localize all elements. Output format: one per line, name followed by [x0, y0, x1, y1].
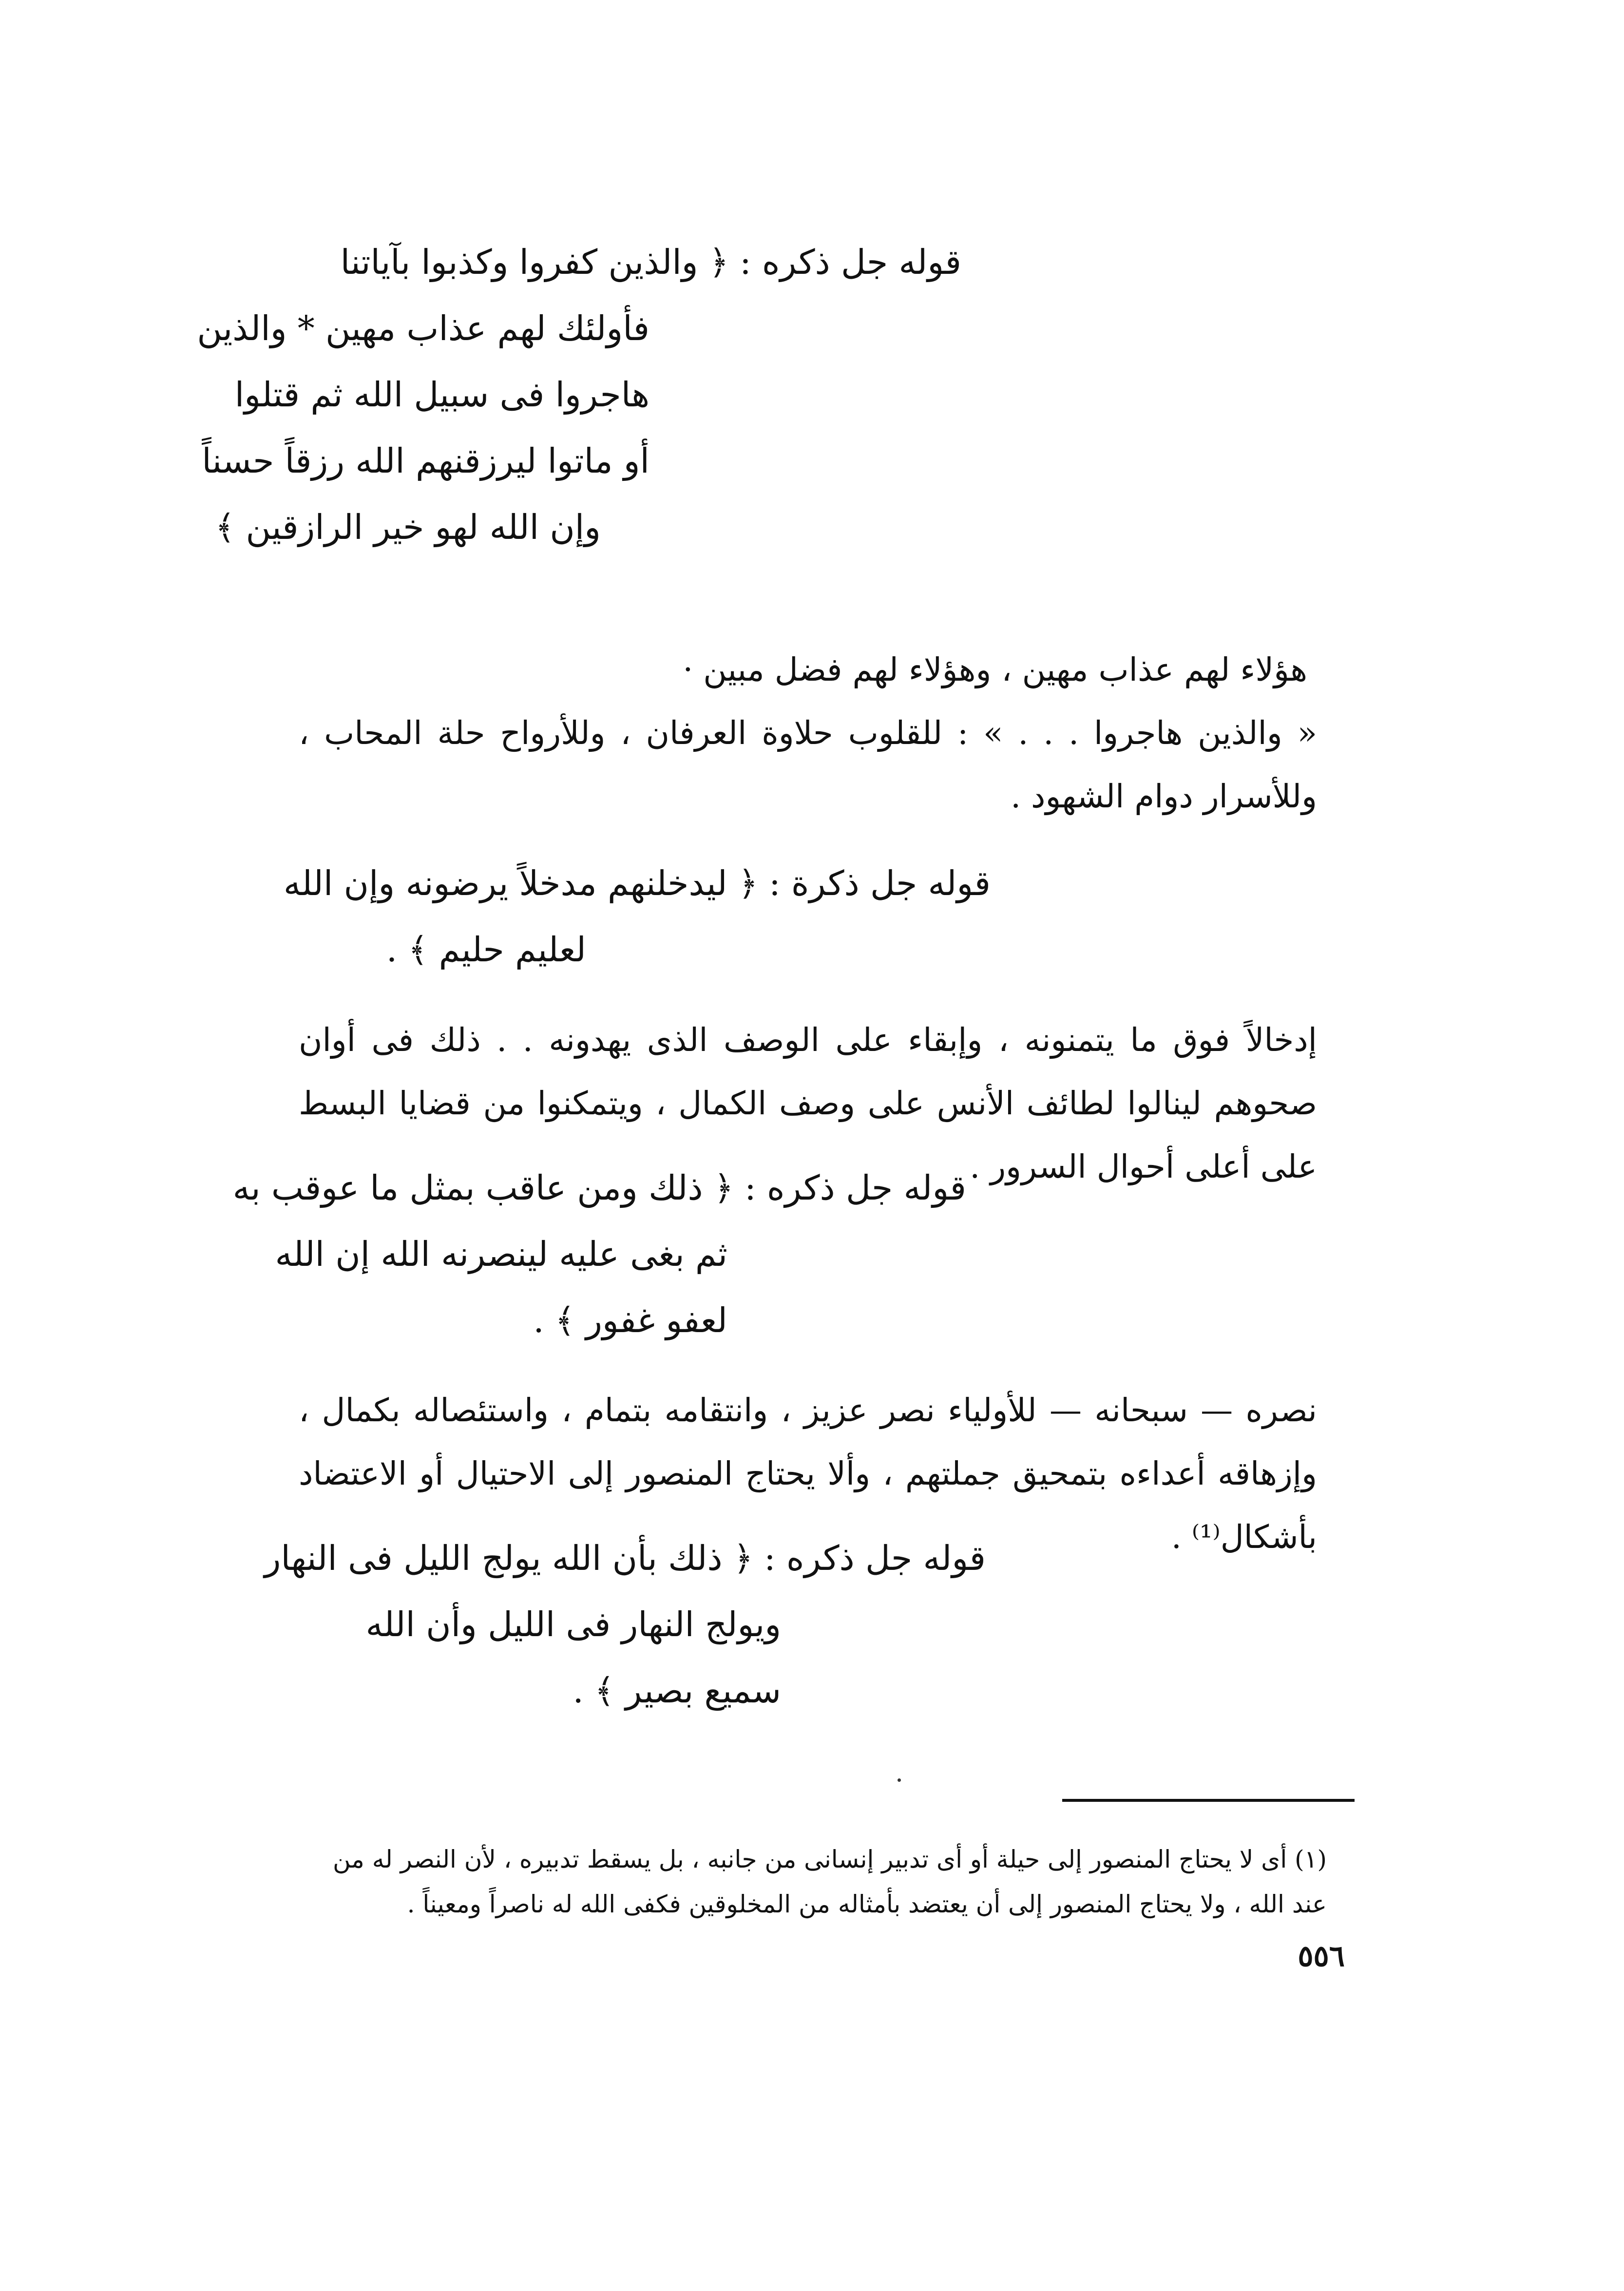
verse-line: قوله جل ذكره : ﴿ ذلك ومن عاقب بمثل ما عوقب به — [232, 1168, 966, 1208]
verse-line: قوله جل ذكره : ﴿ والذين كفروا وكذبوا بآياتنا — [340, 242, 961, 282]
footnote-text: (١) أى لا يحتاج المنصور إلى حيلة أو أى تدبير إنسانى من جانبه ، بل يسقط تدبيره ، لأن النصر له من عند الله ، ولا يحتاج المنصور إلى أن يعتضد بأمثاله من المخلوقين فكفى الله له ناصراً ومعيناً . — [332, 1845, 1327, 1918]
commentary-paragraph: إدخالاً فوق ما يتمنونه ، وإبقاء على الوصف الذى يهدونه . . ذلك فى أوان صحوهم لينالوا لطائف الأنس على وصف الكمال ، ويتمكنوا من قضايا البسط على أعلى أحوال السرور . — [299, 1021, 1317, 1185]
verse-line: سميع بصير ﴾ . — [573, 1671, 781, 1711]
commentary-block-1 — [299, 638, 1317, 828]
commentary-paragraph: « والذين هاجروا . . . » : للقلوب حلاوة العرفان ، وللأرواح حلة المحاب ، وللأسرار دوام الشهود . — [299, 714, 1317, 815]
verse-line: لعفو غفور ﴾ . — [533, 1300, 727, 1340]
verse-line: لعليم حليم ﴾ . — [386, 930, 586, 970]
scan-speck — [898, 1778, 901, 1782]
verse-line: أو ماتوا ليرزقنهم الله رزقاً حسناً — [202, 441, 650, 481]
verse-block-3 — [232, 1155, 1312, 1354]
verse-line: وإن الله لهو خير الرازقين ﴾ — [215, 507, 601, 547]
verse-block-2 — [283, 850, 1341, 983]
commentary-paragraph: نصره — سبحانه — للأولياء نصر عزيز ، وانتقامه بتمام ، واستئصاله بكمال ، وإزهاقه أعداءه بتمحيق جملتهم ، وألا يحتاج المنصور إلى الاحتيال أو الاعتضاد بأشكال⁽¹⁾ . — [299, 1392, 1317, 1556]
footnote-rule — [1062, 1799, 1355, 1802]
verse-line: قوله جل ذكره : ﴿ ذلك بأن الله يولج الليل فى النهار — [264, 1538, 986, 1578]
commentary-paragraph: هؤلاء لهم عذاب مهين ، وهؤلاء لهم فضل مبين · — [683, 651, 1307, 688]
verse-line: ثم بغى عليه لينصرنه الله إن الله — [275, 1234, 727, 1274]
verse-line: فأولئك لهم عذاب مهين * والذين — [197, 308, 650, 348]
verse-line: ويولج النهار فى الليل وأن الله — [365, 1604, 781, 1644]
page-number: ٥٥٦ — [1298, 1939, 1345, 1973]
footnote — [299, 1837, 1327, 1927]
verse-line: قوله جل ذكرة : ﴿ ليدخلنهم مدخلاً يرضونه وإن الله — [283, 863, 991, 903]
verse-line: هاجروا فى سبيل الله ثم قتلوا — [234, 375, 650, 415]
verse-block-1 — [197, 229, 961, 560]
verse-block-4 — [264, 1525, 1317, 1724]
